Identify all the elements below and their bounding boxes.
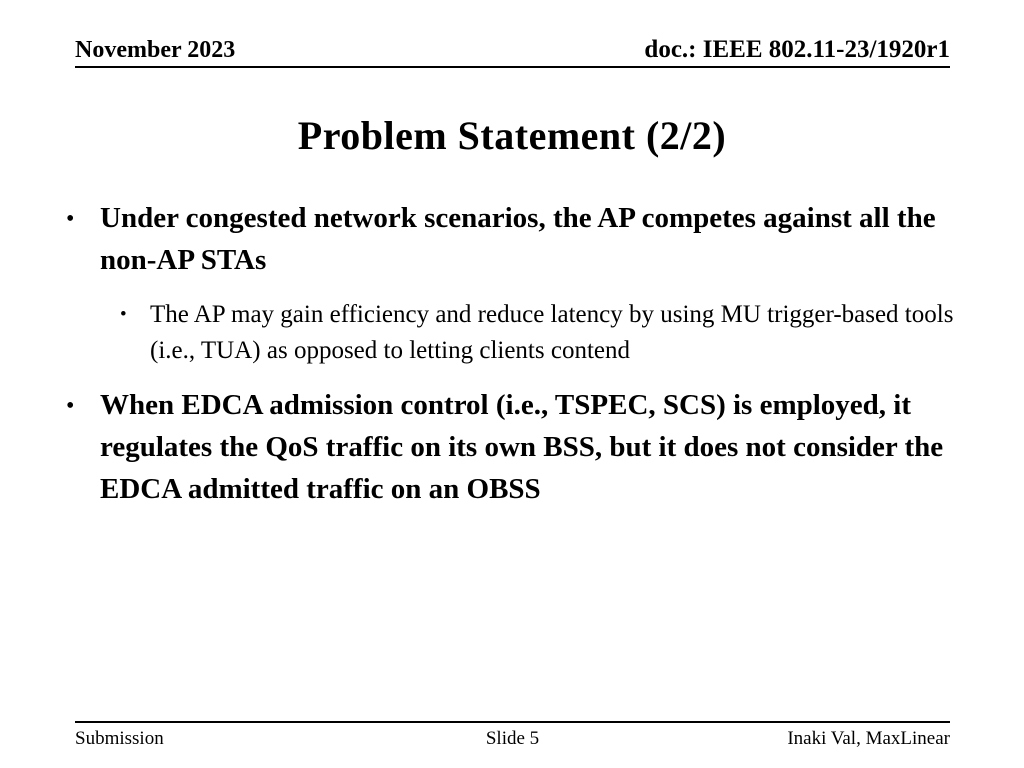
bullet-item-2: [66, 385, 962, 510]
slide-footer: [75, 721, 950, 751]
bullet-item-1: [66, 198, 962, 282]
footer-submission-label: Submission: [75, 728, 164, 749]
header-doc-number: doc.: IEEE 802.11-23/1920r1: [644, 36, 950, 63]
sub-bullet-item-1: [120, 297, 962, 370]
sub-bullet-text: The AP may gain efficiency and reduce latency by using MU trigger-based tools (i.e., TUA) as opposed to letting clients contend: [150, 300, 954, 364]
header-date: November 2023: [75, 37, 236, 64]
slide-body: [66, 198, 962, 525]
bullet-text: Under congested network scenarios, the AP competes against all the non-AP STAs: [100, 202, 936, 276]
slide-title: Problem Statement (2/2): [297, 113, 727, 158]
bullet-marker: •: [120, 303, 127, 325]
slide-header: [75, 36, 950, 68]
bullet-marker: •: [66, 206, 75, 232]
footer-slide-number: Slide 5: [485, 728, 540, 749]
bullet-marker: •: [66, 393, 75, 419]
footer-author: Inaki Val, MaxLinear: [787, 728, 950, 749]
bullet-text: When EDCA admission control (i.e., TSPEC, SCS) is employed, it regulates the QoS traffic on its own BSS, but it does not consider the EDCA admitted traffic on an OBSS: [100, 389, 944, 505]
